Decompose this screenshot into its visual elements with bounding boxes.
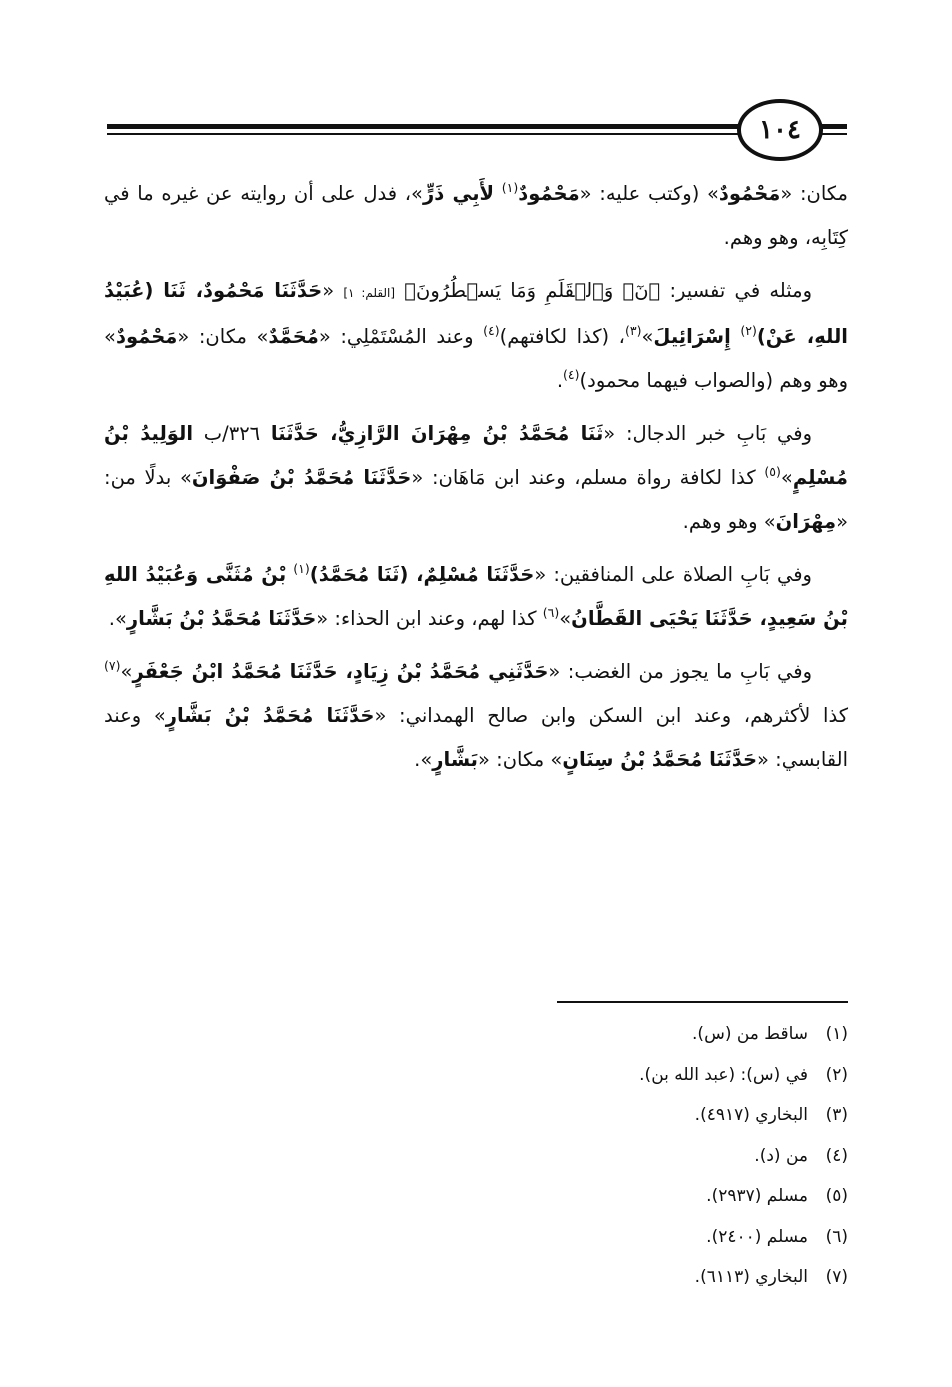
body-paragraph	[104, 650, 848, 782]
footnote-marker: (٧)	[825, 1267, 848, 1287]
text-run: » بدلًا من: «	[104, 466, 848, 533]
text-run: » مكان: «	[177, 325, 269, 348]
footnote-text: مسلم (٢٩٣٧).	[706, 1186, 808, 1206]
body-paragraph	[104, 553, 848, 641]
narration-text: حَدَّثَنَا مُحَمَّدُ بْنُ بَشَّارٍ	[126, 607, 317, 630]
narration-text: حَدَّثَنِي مُحَمَّدُ بْنُ زِيَادٍ، حَدَّثَنَا مُحَمَّدُ ابْنُ جَعْفَرٍ	[132, 660, 549, 683]
narration-text: إِسْرَائِيلَ	[653, 325, 731, 348]
footnotes-list	[428, 1014, 848, 1298]
text-run: »	[780, 466, 793, 489]
text-run: ٣٢٦/ب	[193, 422, 271, 445]
footnote-reference: (٤)	[563, 367, 580, 382]
footnote-item	[428, 1136, 848, 1177]
footnote-marker: (٤)	[825, 1145, 848, 1166]
narration-text: حَدَّثَنَا مُحَمَّدُ بْنُ صَفْوَانَ	[191, 466, 412, 489]
text-run	[731, 325, 741, 348]
footnote-marker: (١)	[825, 1024, 848, 1044]
text-run: وعند المُسْتَمْلِي: «	[318, 325, 484, 348]
footnote-reference: (١)	[501, 180, 519, 195]
text-run: وفي بَابِ الصلاة على المنافقين: «	[534, 563, 812, 586]
citation: [القلم: ١]	[343, 286, 396, 300]
narration-text: حَدَّثَنَا مُحَمَّدُ بْنُ سِنَانٍ	[562, 748, 758, 771]
footnote-item	[428, 1257, 848, 1298]
text-run: مكان: «	[780, 182, 848, 205]
footnote-marker: (٣)	[825, 1105, 848, 1125]
text-run: وفي بَابِ خبر الدجال: «	[603, 422, 813, 445]
text-run: ، (كذا لكافتهم)	[499, 325, 625, 348]
narration-text: مَحْمُودٌ	[518, 182, 580, 205]
footnote-reference: (٥)	[764, 464, 781, 479]
text-run: «	[322, 279, 344, 302]
page-number: ١٠٤	[737, 99, 823, 161]
text-run: وفي بَابِ ما يجوز من الغضب: «	[548, 660, 812, 683]
footnote-text: مسلم (٢٤٠٠).	[706, 1226, 808, 1247]
narration-text: لأَبِي ذَرٍّ	[422, 182, 495, 205]
text-run: كذا لهم، وعند ابن الحذاء: «	[316, 607, 543, 630]
footnote-reference: (٣)	[624, 323, 642, 338]
footnote-text: من (د).	[754, 1145, 808, 1166]
header-rule-thin	[107, 133, 847, 135]
narration-text: مَحْمُودٌ	[115, 325, 178, 348]
narration-text: ثَنَا مُحَمَّدُ بْنُ مِهْرَانَ الرَّازِيُّ، حَدَّثَنَا	[270, 422, 604, 445]
footnote-item	[428, 1176, 848, 1217]
body-paragraph	[104, 412, 848, 544]
text-run: كذا لكافة رواة مسلم، وعند ابن مَاهَان: «	[411, 466, 765, 489]
narration-text: حَدَّثَنَا مُسْلِمٌ، (ثَنَا مُحَمَّدُ)	[309, 563, 535, 586]
text-run: »، فدل على أن روايته عن غيره ما في كِتَابِه، وهو وهم.	[104, 182, 848, 249]
body-paragraph	[104, 172, 848, 260]
narration-text: بْنُ مُثَنَّى وَعُبَيْدُ اللهِ بْنُ سَعِيدٍ، حَدَّثَنَا يَحْيَى القَطَّانُ	[104, 563, 848, 630]
narration-text: الوَلِيدُ بْنُ مُسْلِمٍ	[104, 422, 848, 489]
footnote-text: البخاري (٤٩١٧).	[694, 1105, 808, 1125]
text-run: » مكان: «	[478, 748, 563, 771]
footnote-reference: (١)	[293, 561, 310, 576]
text-run: كذا لأكثرهم، وعند ابن السكن وابن صالح الهمداني: «	[374, 704, 848, 727]
footnote-reference: (٦)	[542, 605, 560, 620]
narration-text: مُحَمَّدٌ	[268, 325, 319, 348]
body-text	[104, 172, 848, 791]
text-run: »	[641, 325, 654, 348]
footnote-item	[428, 1055, 848, 1096]
footnote-text: في (س): (عبد الله بن).	[639, 1064, 808, 1085]
text-run: ومثله في تفسير: ﴿نٓۚ وَٱلۡقَلَمِ وَمَا يَسۡطُرُونَ﴾	[395, 279, 813, 302]
footnote-item	[428, 1095, 848, 1136]
narration-text: حَدَّثَنَا مَحْمُودٌ، ثَنَا (عُبَيْدُ اللهِ، عَنْ)	[104, 279, 848, 348]
text-run: »	[120, 660, 133, 683]
text-run: » وهو وهم.	[682, 510, 776, 533]
text-run: » (وكتب عليه: «	[579, 182, 719, 205]
text-run: » وهو وهم (والصواب فيهما محمود)	[104, 325, 848, 392]
footnote-marker: (٥)	[825, 1186, 848, 1206]
footnote-text: البخاري (٦١١٣).	[694, 1267, 808, 1287]
footnote-reference: (٧)	[104, 658, 121, 673]
text-run: »	[559, 607, 572, 630]
footnote-reference: (٢)	[740, 323, 757, 338]
text-run: » وعند القابسي: «	[104, 704, 848, 771]
footnote-marker: (٦)	[825, 1226, 848, 1247]
header-rule-thick	[107, 124, 847, 129]
footnote-marker: (٢)	[825, 1064, 848, 1085]
text-run: .	[556, 369, 564, 392]
footnote-text: ساقط من (س).	[692, 1024, 808, 1044]
footnote-item	[428, 1014, 848, 1055]
text-run: ».	[414, 748, 433, 771]
text-run: ».	[108, 607, 127, 630]
text-run	[494, 182, 502, 205]
body-paragraph	[104, 269, 848, 403]
footnote-reference: (٤)	[483, 323, 500, 338]
footnote-separator	[557, 1001, 848, 1003]
narration-text: بَشَّارٍ	[432, 748, 478, 771]
footnote-item	[428, 1217, 848, 1258]
narration-text: حَدَّثَنَا مُحَمَّدُ بْنُ بَشَّارٍ	[165, 704, 375, 727]
narration-text: مَحْمُودٌ	[718, 182, 781, 205]
narration-text: مِهْرَانَ	[775, 510, 837, 533]
